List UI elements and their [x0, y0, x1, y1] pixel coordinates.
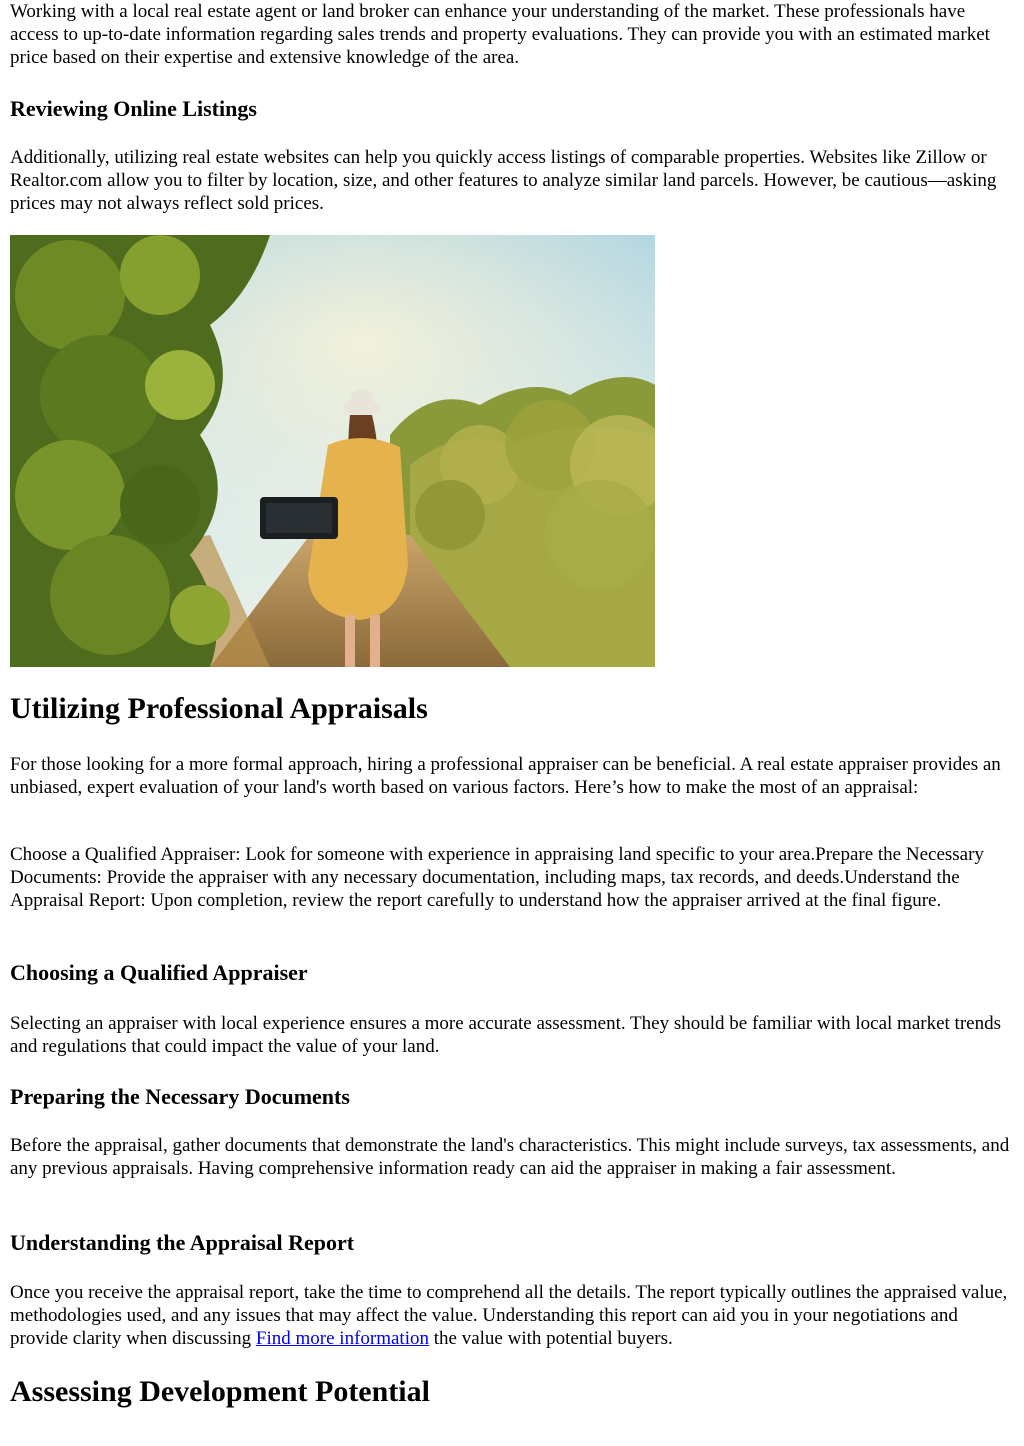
vineyard-photo: [10, 235, 655, 667]
intro-paragraph: Working with a local real estate agent or land broker can enhance your understanding of the market. These professionals have access to up-to-date information regarding sales trends and property evaluations. They can provide you with an estimated market price based on their expertise and extensive knowledge of the area.: [10, 1, 990, 69]
report-text-before-link: Once you receive the appraisal report, take the time to comprehend all the details. The report typically outlines the appraised value, methodologies used, and any issues that may affect the value. Understanding this report can aid you in your negotiations and provide clarity when discussing: [10, 1282, 1008, 1350]
heading-assessing-development-potential: Assessing Development Potential: [10, 1375, 430, 1408]
report-text-after-link: the value with potential buyers.: [429, 1328, 673, 1350]
online-listings-paragraph: Additionally, utilizing real estate websites can help you quickly access listings of comparable properties. Websites like Zillow or Realtor.com allow you to filter by location, size, and other features to analyze similar land parcels. However, be cautious—asking prices may not always reflect sold prices.: [10, 147, 997, 215]
heading-understanding-report: Understanding the Appraisal Report: [10, 1230, 355, 1255]
find-more-information-link[interactable]: Find more information: [255, 1328, 429, 1350]
documents-paragraph: Before the appraisal, gather documents that demonstrate the land's characteristics. This might include surveys, tax assessments, and any previous appraisals. Having comprehensive information ready can aid the appraiser in making a fair assessment.: [10, 1135, 1010, 1180]
heading-choosing-qualified-appraiser: Choosing a Qualified Appraiser: [10, 960, 308, 985]
report-paragraph: [10, 1281, 1018, 1351]
appraisal-steps-paragraph: Choose a Qualified Appraiser: Look for someone with experience in appraising land specific to your area.Prepare the Necessary Documents: Provide the appraiser with any necessary documentation, including maps, tax records, and deeds.Understand the Appraisal Report: Upon completion, review the report carefully to understand how the appraiser arrived at the final figure.: [10, 844, 984, 912]
appraisals-paragraph: For those looking for a more formal approach, hiring a professional appraiser can be beneficial. A real estate appraiser provides an unbiased, expert evaluation of your land's worth based on various factors. Here’s how to make the most of an appraisal:: [10, 754, 1001, 799]
heading-reviewing-online-listings: Reviewing Online Listings: [10, 96, 257, 121]
qualified-paragraph: Selecting an appraiser with local experience ensures a more accurate assessment. They should be familiar with local market trends and regulations that could impact the value of your land.: [10, 1013, 1001, 1058]
heading-preparing-documents: Preparing the Necessary Documents: [10, 1084, 350, 1109]
heading-utilizing-professional-appraisals: Utilizing Professional Appraisals: [10, 692, 428, 725]
